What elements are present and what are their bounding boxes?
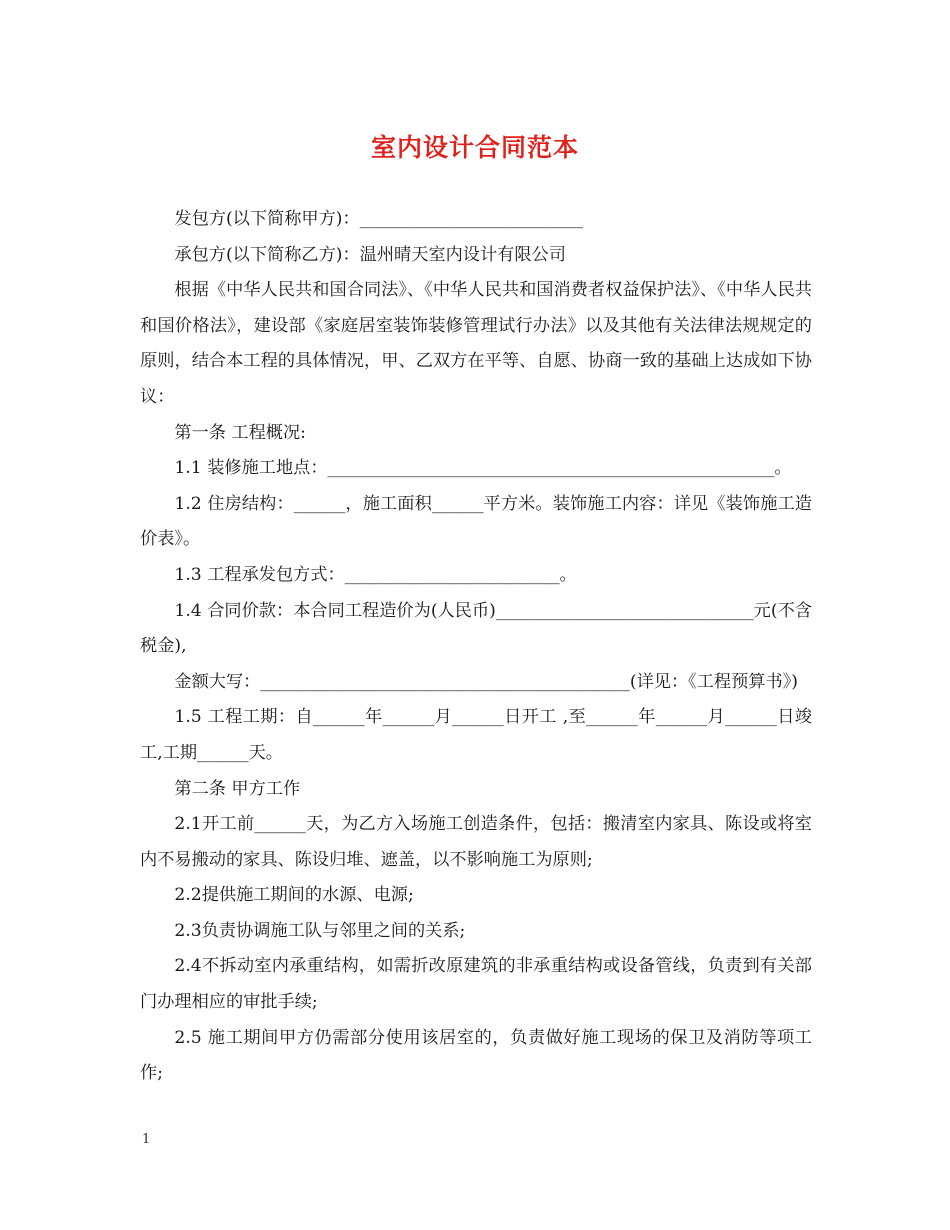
clause-1-3: 1.3 工程承发包方式：_________________________。 xyxy=(174,564,577,585)
clause-2-3: 2.3负责协调施工队与邻里之间的关系; xyxy=(174,920,466,941)
document-body xyxy=(140,202,812,1092)
clause-2-1: 2.1开工前______天，为乙方入场施工创造条件，包括：搬清室内家具、陈设或将室内不易搬动的家具、陈设归堆、遮盖，以不影响施工为原则; xyxy=(140,814,812,870)
clause-2-5: 2.5 施工期间甲方仍需部分使用该居室的，负责做好施工现场的保卫及消防等项工作; xyxy=(140,1027,812,1084)
party-b-line: 承包方(以下简称乙方)：温州晴天室内设计有限公司 xyxy=(174,244,566,265)
amount-in-words-line: 金额大写：___________________________________________(详见：《工程预算书》) xyxy=(174,671,798,692)
document-title: 室内设计合同范本 xyxy=(370,133,579,162)
clause-1-1: 1.1 装修施工地点：____________________________________________________。 xyxy=(174,458,792,479)
article-2-heading: 第二条 甲方工作 xyxy=(174,778,301,799)
clause-1-5: 1.5 工程工期：自______年______月______日开工 ,至______年______月______日竣工,工期______天。 xyxy=(140,707,812,763)
article-1-heading: 第一条 工程概况: xyxy=(174,422,306,443)
clause-2-2: 2.2提供施工期间的水源、电源; xyxy=(174,885,414,906)
preamble-paragraph: 根据《中华人民共和国合同法》、《中华人民共和国消费者权益保护法》、《中华人民共和国价格法》，建设部《家庭居室装饰装修管理试行办法》以及其他有关法律法规规定的原则，结合本工程的具体情况，甲、乙双方在平等、自愿、协商一致的基础上达成如下协议： xyxy=(140,280,812,407)
clause-1-2: 1.2 住房结构：______，施工面积______平方米。装饰施工内容：详见《装饰施工造价表》。 xyxy=(140,493,812,550)
page-number: 1 xyxy=(142,1132,151,1147)
clause-1-4: 1.4 合同价款：本合同工程造价为(人民币)______________________________元(不含税金), xyxy=(140,600,812,657)
clause-2-4: 2.4不拆动室内承重结构，如需折改原建筑的非承重结构或设备管线，负责到有关部门办理相应的审批手续; xyxy=(140,956,812,1013)
party-a-line: 发包方(以下简称甲方)：__________________________ xyxy=(174,209,584,229)
